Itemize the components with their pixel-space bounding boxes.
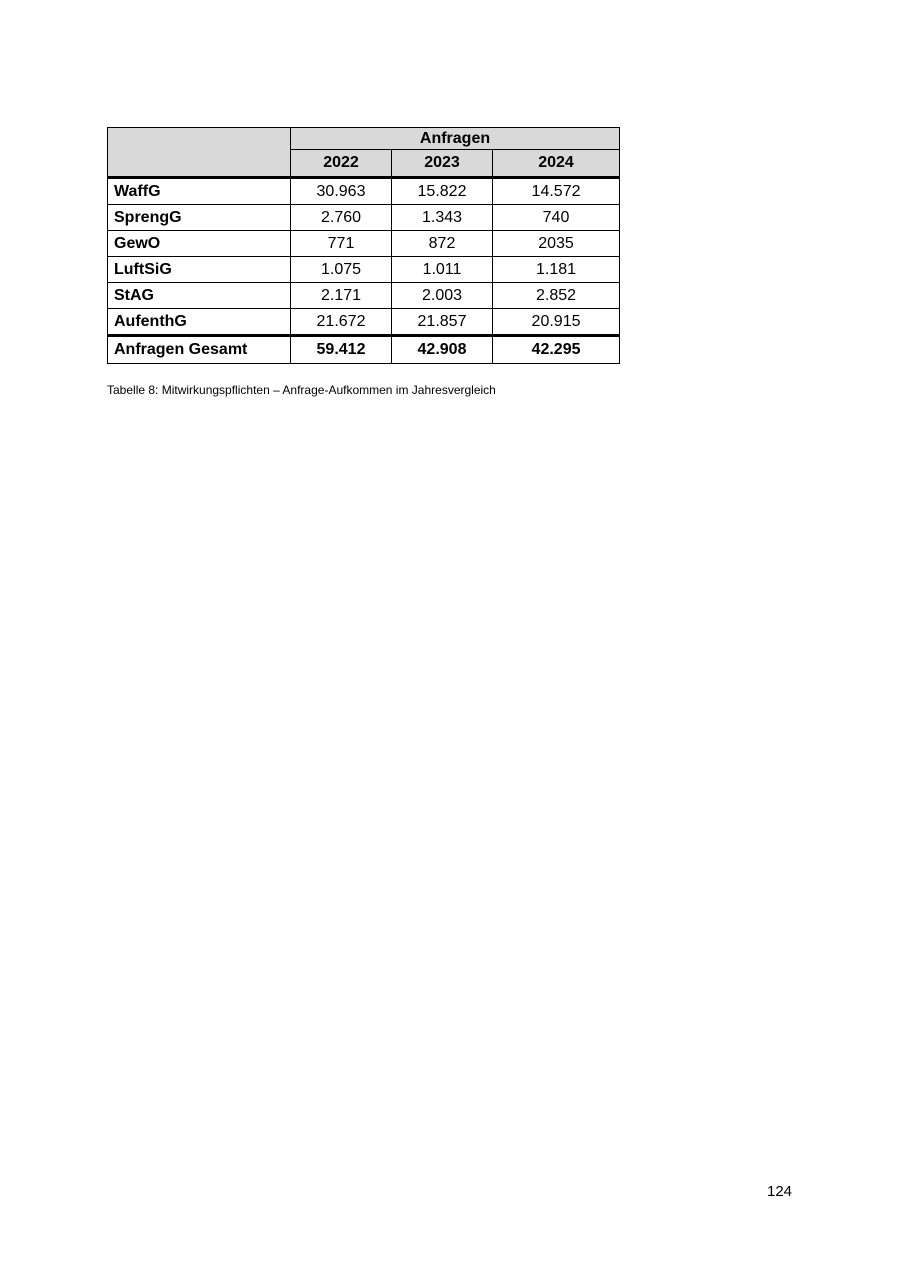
table-header-blank-cell (108, 128, 291, 178)
table-row (108, 205, 620, 231)
table-caption: Tabelle 8: Mitwirkungspflichten – Anfrage-Aufkommen im Jahresvergleich (107, 383, 496, 397)
table-cell: 20.915 (493, 309, 620, 336)
row-label: StAG (108, 283, 291, 309)
table-cell: 2.171 (291, 283, 392, 309)
table-cell: 872 (392, 231, 493, 257)
table-cell: 771 (291, 231, 392, 257)
table-cell: 2035 (493, 231, 620, 257)
row-label: GewO (108, 231, 291, 257)
total-cell: 42.908 (392, 336, 493, 364)
table-cell: 21.672 (291, 309, 392, 336)
table-cell: 30.963 (291, 178, 392, 205)
table-row (108, 283, 620, 309)
total-cell: 42.295 (493, 336, 620, 364)
table-cell: 1.011 (392, 257, 493, 283)
table-cell: 15.822 (392, 178, 493, 205)
table-header-year: 2022 (291, 150, 392, 178)
inquiries-table (107, 127, 620, 364)
table-cell: 14.572 (493, 178, 620, 205)
row-label: SprengG (108, 205, 291, 231)
table-cell: 1.343 (392, 205, 493, 231)
row-label: WaffG (108, 178, 291, 205)
table-cell: 21.857 (392, 309, 493, 336)
table-group-header: Anfragen (291, 128, 620, 150)
row-label: AufenthG (108, 309, 291, 336)
table-row (108, 231, 620, 257)
table-cell: 2.852 (493, 283, 620, 309)
total-label: Anfragen Gesamt (108, 336, 291, 364)
table-header-group-row (108, 128, 620, 150)
table-cell: 1.075 (291, 257, 392, 283)
table-header-year: 2024 (493, 150, 620, 178)
table-cell: 2.760 (291, 205, 392, 231)
total-cell: 59.412 (291, 336, 392, 364)
row-label: LuftSiG (108, 257, 291, 283)
table-cell: 1.181 (493, 257, 620, 283)
table-cell: 2.003 (392, 283, 493, 309)
table-cell: 740 (493, 205, 620, 231)
table-row (108, 309, 620, 336)
table-row (108, 178, 620, 205)
page-number: 124 (767, 1183, 793, 1200)
table-total-row (108, 336, 620, 364)
table-row (108, 257, 620, 283)
table-header-year: 2023 (392, 150, 493, 178)
